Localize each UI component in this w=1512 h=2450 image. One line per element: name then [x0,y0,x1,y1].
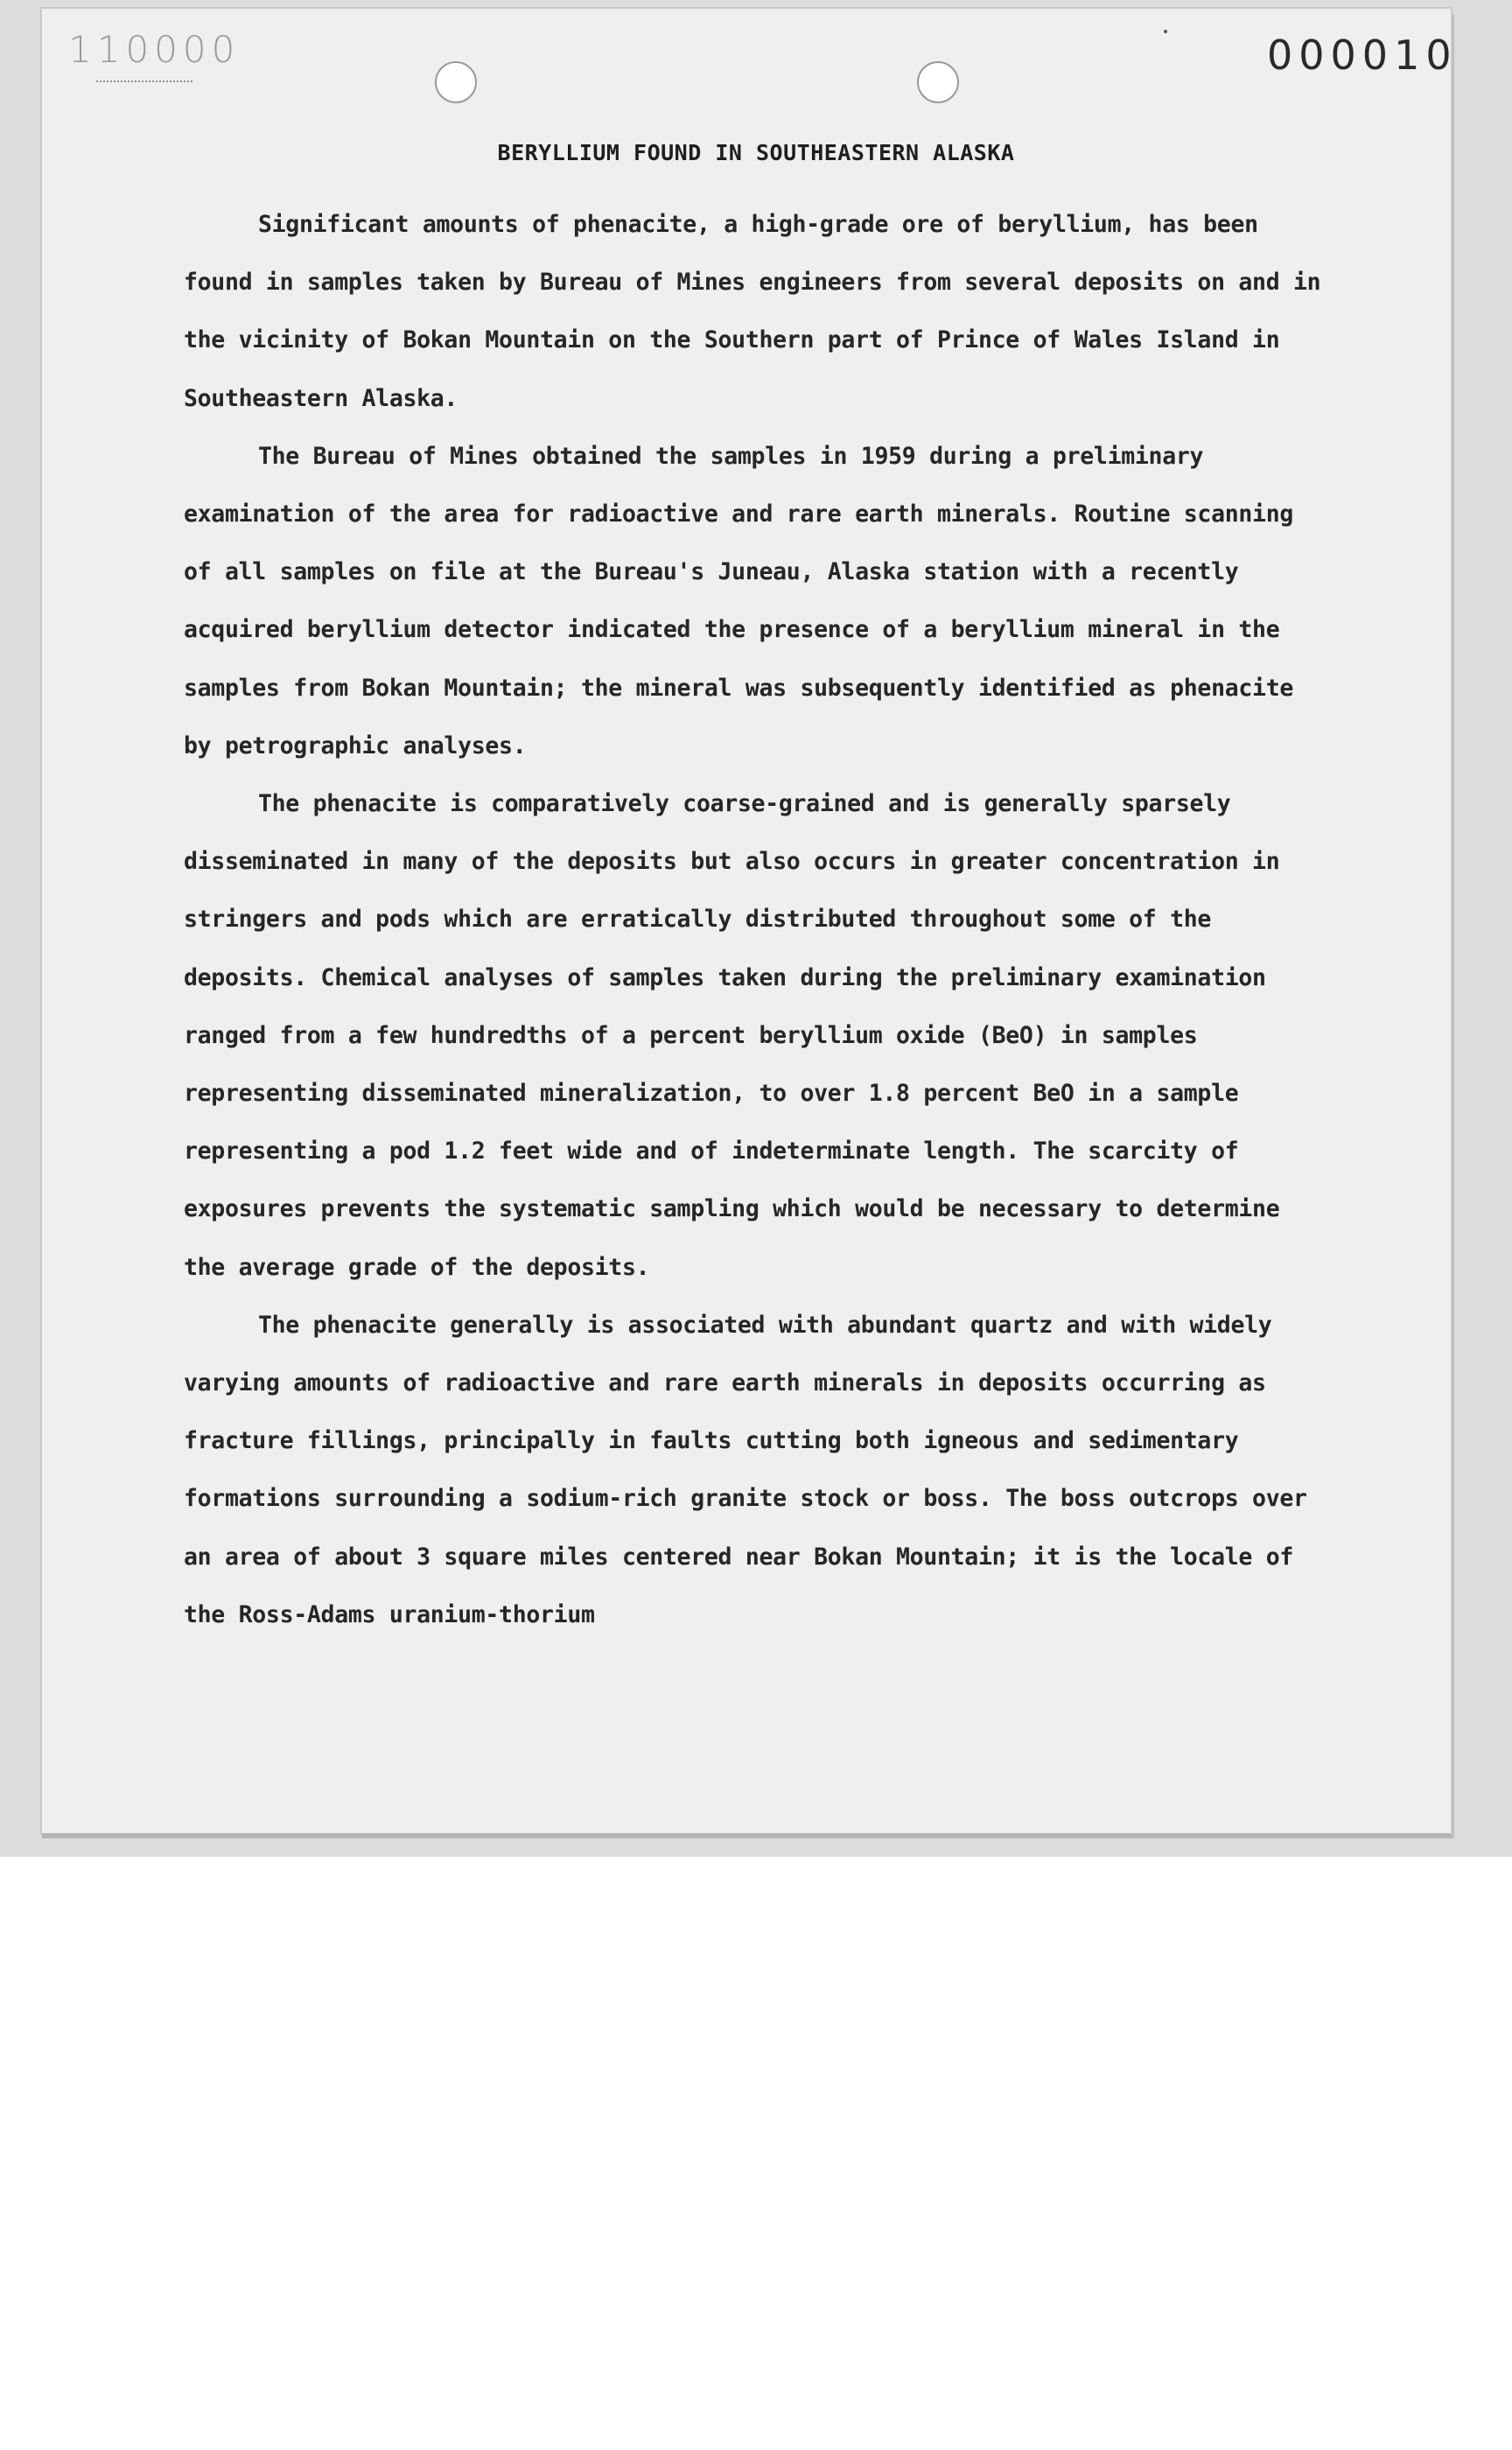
scan-speck [1164,30,1167,33]
document-title: BERYLLIUM FOUND IN SOUTHEASTERN ALASKA [497,140,1015,165]
paragraph-1: Significant amounts of phenacite, a high-grade ore of beryllium, has been found in samples taken by Bureau of Mines engineers from several deposits on and in the vicinity of Bokan Mountain on the Southern part of Prince of Wales Island in Southeastern Alaska. [184,211,1321,412]
punch-hole-left [435,61,477,103]
sheet-bottom-edge [42,1833,1451,1838]
document-body [184,196,1330,1644]
handwritten-mark [96,80,192,85]
paragraph-2: The Bureau of Mines obtained the samples in 1959 during a preliminary examination of the area for radioactive and rare earth minerals. Routine scanning of all samples on file at the Bureau's Juneau, Alaska station with a recently acquired beryllium detector indicated the presence of a beryllium mineral in the samples from Bokan Mountain; the mineral was subsequently identified as phenacite by petrographic analyses. [184,442,1294,760]
page-stamp-left: 110000 [68,28,241,71]
punch-hole-right [917,61,959,103]
page-stamp-right: 000010 [1267,32,1458,79]
paragraph-3: The phenacite is comparatively coarse-grained and is generally sparsely disseminated in many of the deposits but also occurs in greater concentration in stringers and pods which are erratically distributed throughout some of the deposits. Chemical analyses of samples taken during the preliminary examination ranged from a few hundredths of a percent beryllium oxide (BeO) in samples representing disseminated mineralization, to over 1.8 percent BeO in a sample representing a pod 1.2 feet wide and of indeterminate length. The scarcity of exposures prevents the systematic sampling which would be necessary to determine the average grade of the deposits. [184,790,1280,1281]
paragraph-4: The phenacite generally is associated with abundant quartz and with widely varying amounts of radioactive and rare earth minerals in deposits occurring as fracture fillings, principally in faults cutting both igneous and sedimentary formations surrounding a sodium-rich granite stock or boss. The boss outcrops over an area of about 3 square miles centered near Bokan Mountain; it is the locale of the Ross-Adams uranium-thorium [184,1311,1307,1628]
